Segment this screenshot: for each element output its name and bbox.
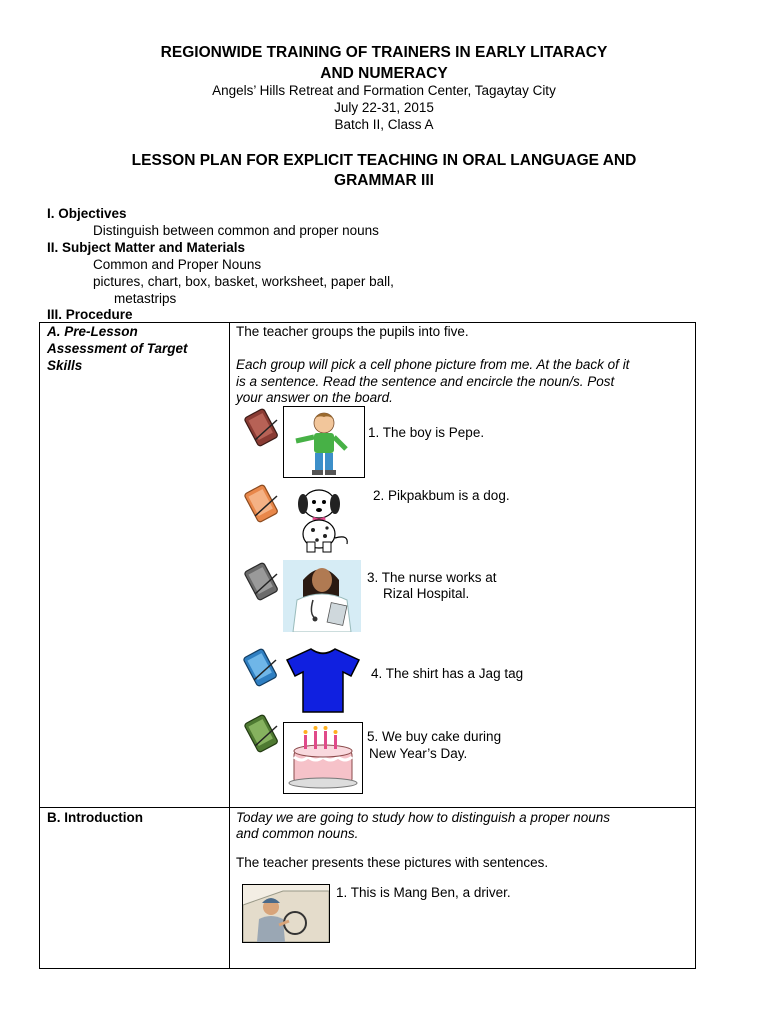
lesson-title-line1: LESSON PLAN FOR EXPLICIT TEACHING IN ORAL LANGUAGE AND: [131, 152, 637, 169]
item-3-text-line2: Rizal Hospital.: [383, 586, 470, 601]
section-a-instr-line1: Each group will pick a cell phone picture from me. At the back of it: [236, 357, 630, 372]
procedure-heading: III. Procedure: [47, 307, 133, 322]
section-a-label-line3: Skills: [47, 358, 83, 373]
shirt-picture: [283, 646, 363, 714]
boy-picture: [283, 406, 365, 478]
cell-phone-icon: [240, 646, 282, 688]
objectives-heading: I. Objectives: [47, 206, 127, 221]
section-a-label-cell: [40, 323, 230, 808]
item-5-text-line1: 5. We buy cake during: [367, 729, 502, 744]
venue-text: Angels’ Hills Retreat and Formation Center, Tagaytay City: [212, 83, 556, 98]
section-b-intro-line1: Today we are going to study how to distinguish a proper nouns: [236, 810, 610, 825]
item-1-text: 1. The boy is Pepe.: [368, 425, 485, 440]
dates-text: July 22-31, 2015: [334, 100, 434, 115]
section-b-item-1: 1. This is Mang Ben, a driver.: [336, 885, 511, 900]
cell-phone-icon: [241, 712, 283, 754]
section-b-label-cell: [40, 808, 230, 969]
subject-topic: Common and Proper Nouns: [93, 257, 262, 272]
section-b-label: B. Introduction: [47, 810, 143, 825]
item-3-text-line1: 3. The nurse works at: [367, 570, 497, 585]
birthday-cake-picture: [283, 722, 363, 794]
section-b-presents: The teacher presents these pictures with sentences.: [236, 855, 549, 870]
lesson-title-line2: GRAMMAR III: [334, 172, 434, 189]
cell-phone-icon: [241, 560, 283, 602]
item-5-text-line2: New Year’s Day.: [369, 746, 468, 761]
section-a-instr-line2: is a sentence. Read the sentence and encircle the noun/s. Post: [236, 374, 615, 389]
training-title-line2: AND NUMERACY: [320, 65, 448, 82]
item-2-text: 2. Pikpakbum is a dog.: [373, 488, 510, 503]
item-4-text: 4. The shirt has a Jag tag: [371, 666, 524, 681]
training-title-line1: REGIONWIDE TRAINING OF TRAINERS IN EARLY LITARACY: [160, 44, 608, 61]
section-a-label-line1: A. Pre-Lesson: [47, 324, 138, 339]
batch-text: Batch II, Class A: [334, 117, 434, 132]
subject-matter-heading: II. Subject Matter and Materials: [47, 240, 246, 255]
section-a-label-line2: Assessment of Target: [47, 341, 188, 356]
cell-phone-icon: [241, 406, 283, 448]
objectives-text: Distinguish between common and proper nouns: [93, 223, 379, 238]
cell-phone-icon: [241, 482, 283, 524]
materials-line1: pictures, chart, box, basket, worksheet, paper ball,: [93, 274, 394, 289]
nurse-picture: [283, 560, 361, 632]
section-a-instr-line3: your answer on the board.: [236, 390, 393, 405]
section-b-intro-line2: and common nouns.: [236, 826, 359, 841]
section-a-intro: The teacher groups the pupils into five.: [236, 324, 469, 339]
materials-line2: metastrips: [114, 291, 177, 306]
dalmatian-dog-picture: [283, 482, 357, 554]
procedure-table: [39, 322, 696, 969]
driver-picture: [242, 884, 330, 943]
